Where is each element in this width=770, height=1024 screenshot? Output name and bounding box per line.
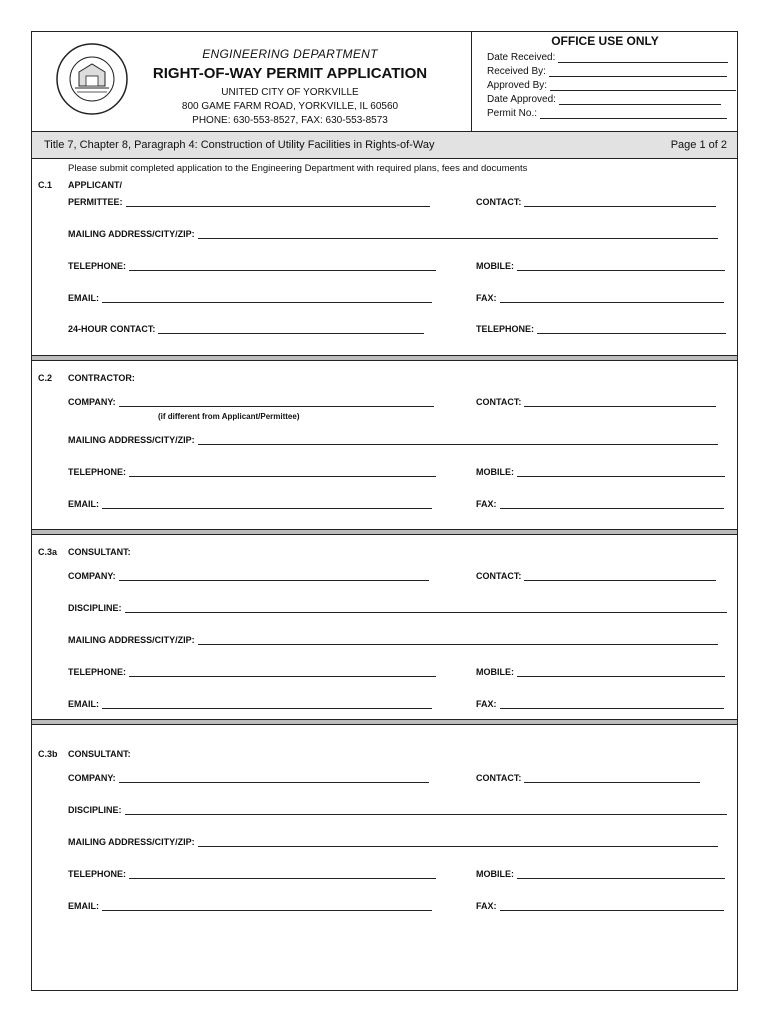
section-c3b-heading: CONSULTANT: (68, 749, 131, 759)
office-use-title: OFFICE USE ONLY (551, 34, 659, 48)
title-bar (32, 131, 737, 159)
city-phone: PHONE: 630-553-8527, FAX: 630-553-8573 (192, 115, 388, 126)
section-divider (32, 529, 737, 535)
applicant-24hr-contact-field[interactable]: 24-HOUR CONTACT: (68, 324, 424, 334)
consultant-a-discipline-field[interactable]: DISCIPLINE: (68, 603, 727, 613)
applicant-mailing-field[interactable]: MAILING ADDRESS/CITY/ZIP: (68, 229, 718, 239)
office-permit-no-line (540, 108, 727, 119)
applicant-email-field[interactable]: EMAIL: (68, 293, 432, 303)
page-number: Page 1 of 2 (670, 139, 727, 151)
consultant-a-mobile-field[interactable]: MOBILE: (476, 667, 725, 677)
contractor-contact-field[interactable]: CONTACT: (476, 397, 716, 407)
section-c3a-heading: CONSULTANT: (68, 547, 131, 557)
consultant-b-discipline-field[interactable]: DISCIPLINE: (68, 805, 727, 815)
applicant-fax-field[interactable]: FAX: (476, 293, 724, 303)
section-divider (32, 719, 737, 725)
contractor-email-field[interactable]: EMAIL: (68, 499, 432, 509)
consultant-a-contact-field[interactable]: CONTACT: (476, 571, 716, 581)
section-c2-code: C.2 (38, 373, 53, 383)
contractor-company-field[interactable]: COMPANY: (68, 397, 434, 407)
form-title: RIGHT-OF-WAY PERMIT APPLICATION (152, 65, 428, 82)
city-name: UNITED CITY OF YORKVILLE (221, 87, 359, 98)
section-c3a-code: C.3a (38, 547, 58, 557)
instructions: Please submit completed application to the Engineering Department with required plans, fees and documents (68, 163, 528, 174)
office-permit-no[interactable]: Permit No.: (487, 108, 727, 119)
section-c1-code: C.1 (38, 180, 53, 190)
office-received-by[interactable]: Received By: (487, 66, 727, 77)
office-approved-by[interactable]: Approved By: (487, 80, 736, 91)
contractor-mobile-field[interactable]: MOBILE: (476, 467, 725, 477)
permittee-field[interactable]: PERMITTEE: (68, 197, 430, 207)
consultant-a-company-field[interactable]: COMPANY: (68, 571, 429, 581)
consultant-a-fax-field[interactable]: FAX: (476, 699, 724, 709)
applicant-24hr-telephone-field[interactable]: TELEPHONE: (476, 324, 726, 334)
consultant-a-telephone-field[interactable]: TELEPHONE: (68, 667, 436, 677)
office-date-received[interactable]: Date Received: (487, 52, 728, 63)
contractor-note: (if different from Applicant/Permittee) (158, 412, 300, 421)
section-c1-heading: APPLICANT/ (68, 180, 122, 190)
consultant-b-mailing-field[interactable]: MAILING ADDRESS/CITY/ZIP: (68, 837, 718, 847)
consultant-b-fax-field[interactable]: FAX: (476, 901, 724, 911)
office-approved-by-line (550, 80, 736, 91)
contractor-fax-field[interactable]: FAX: (476, 499, 724, 509)
consultant-a-mailing-field[interactable]: MAILING ADDRESS/CITY/ZIP: (68, 635, 718, 645)
consultant-b-mobile-field[interactable]: MOBILE: (476, 869, 725, 879)
section-divider (32, 355, 737, 361)
department-name: ENGINEERING DEPARTMENT (202, 47, 378, 61)
consultant-b-telephone-field[interactable]: TELEPHONE: (68, 869, 436, 879)
office-use-box (471, 32, 738, 131)
consultant-b-company-field[interactable]: COMPANY: (68, 773, 429, 783)
office-date-approved[interactable]: Date Approved: (487, 94, 721, 105)
ordinance-reference: Title 7, Chapter 8, Paragraph 4: Construction of Utility Facilities in Rights-of-Way (44, 139, 435, 151)
section-c2-heading: CONTRACTOR: (68, 373, 135, 383)
consultant-a-email-field[interactable]: EMAIL: (68, 699, 432, 709)
city-address: 800 GAME FARM ROAD, YORKVILLE, IL 60560 (181, 101, 399, 112)
consultant-b-contact-field[interactable]: CONTACT: (476, 773, 700, 783)
consultant-b-email-field[interactable]: EMAIL: (68, 901, 432, 911)
office-received-by-line (549, 66, 727, 77)
section-c3b-code: C.3b (38, 749, 58, 759)
form-frame (31, 31, 738, 991)
office-date-received-line (558, 52, 728, 63)
applicant-mobile-field[interactable]: MOBILE: (476, 261, 725, 271)
city-seal-icon (55, 42, 129, 116)
applicant-telephone-field[interactable]: TELEPHONE: (68, 261, 436, 271)
contractor-telephone-field[interactable]: TELEPHONE: (68, 467, 436, 477)
applicant-contact-field[interactable]: CONTACT: (476, 197, 716, 207)
office-date-approved-line (559, 94, 721, 105)
contractor-mailing-field[interactable]: MAILING ADDRESS/CITY/ZIP: (68, 435, 718, 445)
